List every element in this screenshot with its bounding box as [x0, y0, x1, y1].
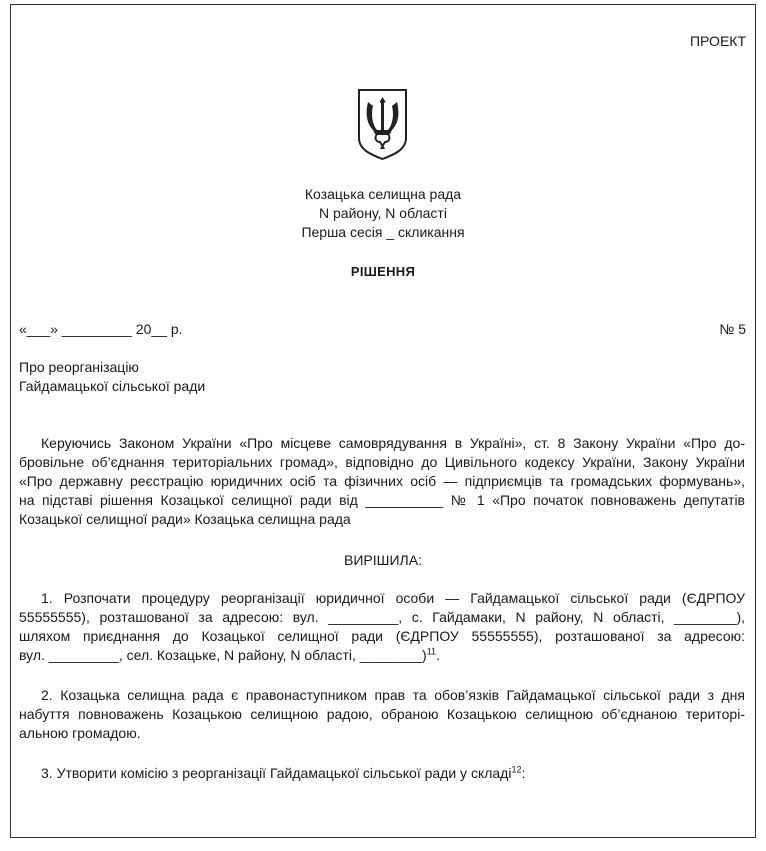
item-2-line: альною громадою.: [19, 725, 141, 741]
footnote-12: 12: [511, 764, 522, 775]
item-1-line: 55555555), розташованої за адресою: вул. _________, с. Гайдамаки, N району, N області, ________),: [19, 609, 745, 625]
item-1-text: вул. _________, сел. Козацьке, N району, N області, ________): [19, 647, 427, 663]
subject-line-2: Гайдамацької сільської ради: [19, 378, 206, 394]
item-2-line: набуття повноважень Козацькою селищною радою, обраною Козацькою селищною об’єднаною територі-: [19, 706, 745, 722]
item-2: [19, 686, 745, 743]
preamble-line: Козацької селищної ради» Козацька селищна рада: [19, 511, 351, 527]
item-1: [19, 589, 745, 665]
item-1-last-line: [19, 646, 745, 665]
decided-heading: ВИРІШИЛА:: [344, 552, 422, 568]
date-line: «___» _________ 20__ р.: [19, 321, 183, 337]
item-1-period: .: [436, 647, 440, 663]
subject-line-1: Про реорганізацію: [19, 359, 139, 375]
item-1-line: шляхом приєднання до Козацької селищної ради (ЄДРПОУ 55555555), розташованої за адресою:: [19, 628, 745, 644]
document-title: РІШЕННЯ: [350, 264, 416, 279]
item-1-line: 1. Розпочати процедуру реорганізації юридичної особи — Гайдамацької сільської ради (ЄДРПОУ: [41, 590, 745, 606]
council-region: N району, N області: [319, 205, 447, 221]
item-2-line: 2. Козацька селищна рада є правонаступником прав та обов’язків Гайдамацької сільської ради з дня: [41, 687, 745, 703]
preamble-line: «Про державну реєстрацію юридичних осіб та фізичних осіб — підприємців та громадських формувань»,: [19, 473, 745, 489]
preamble-line: бровільне об’єднання територіальних громад», відповідно до Цивільного кодексу України, Закону України: [19, 454, 745, 470]
draft-label: ПРОЕКТ: [689, 33, 746, 49]
item-3-text: 3. Утворити комісію з реорганізації Гайдамацької сільської ради у складі: [41, 765, 512, 781]
document-number: № 5: [719, 321, 746, 337]
session-line: Перша сесія _ скликання: [301, 224, 465, 240]
item-3-colon: :: [521, 765, 526, 781]
item-3: [41, 764, 525, 783]
trident-emblem-icon: [357, 88, 408, 160]
preamble: [19, 434, 745, 529]
council-name: Козацька селищна рада: [304, 186, 462, 202]
preamble-line: Керуючись Законом України «Про місцеве самоврядування в Україні», ст. 8 Закону України «Про до-: [41, 435, 745, 451]
preamble-line: на підставі рішення Козацької селищної ради від __________ № 1 «Про початок повноважень депутатів: [19, 492, 745, 508]
footnote-11: 11: [426, 646, 437, 657]
